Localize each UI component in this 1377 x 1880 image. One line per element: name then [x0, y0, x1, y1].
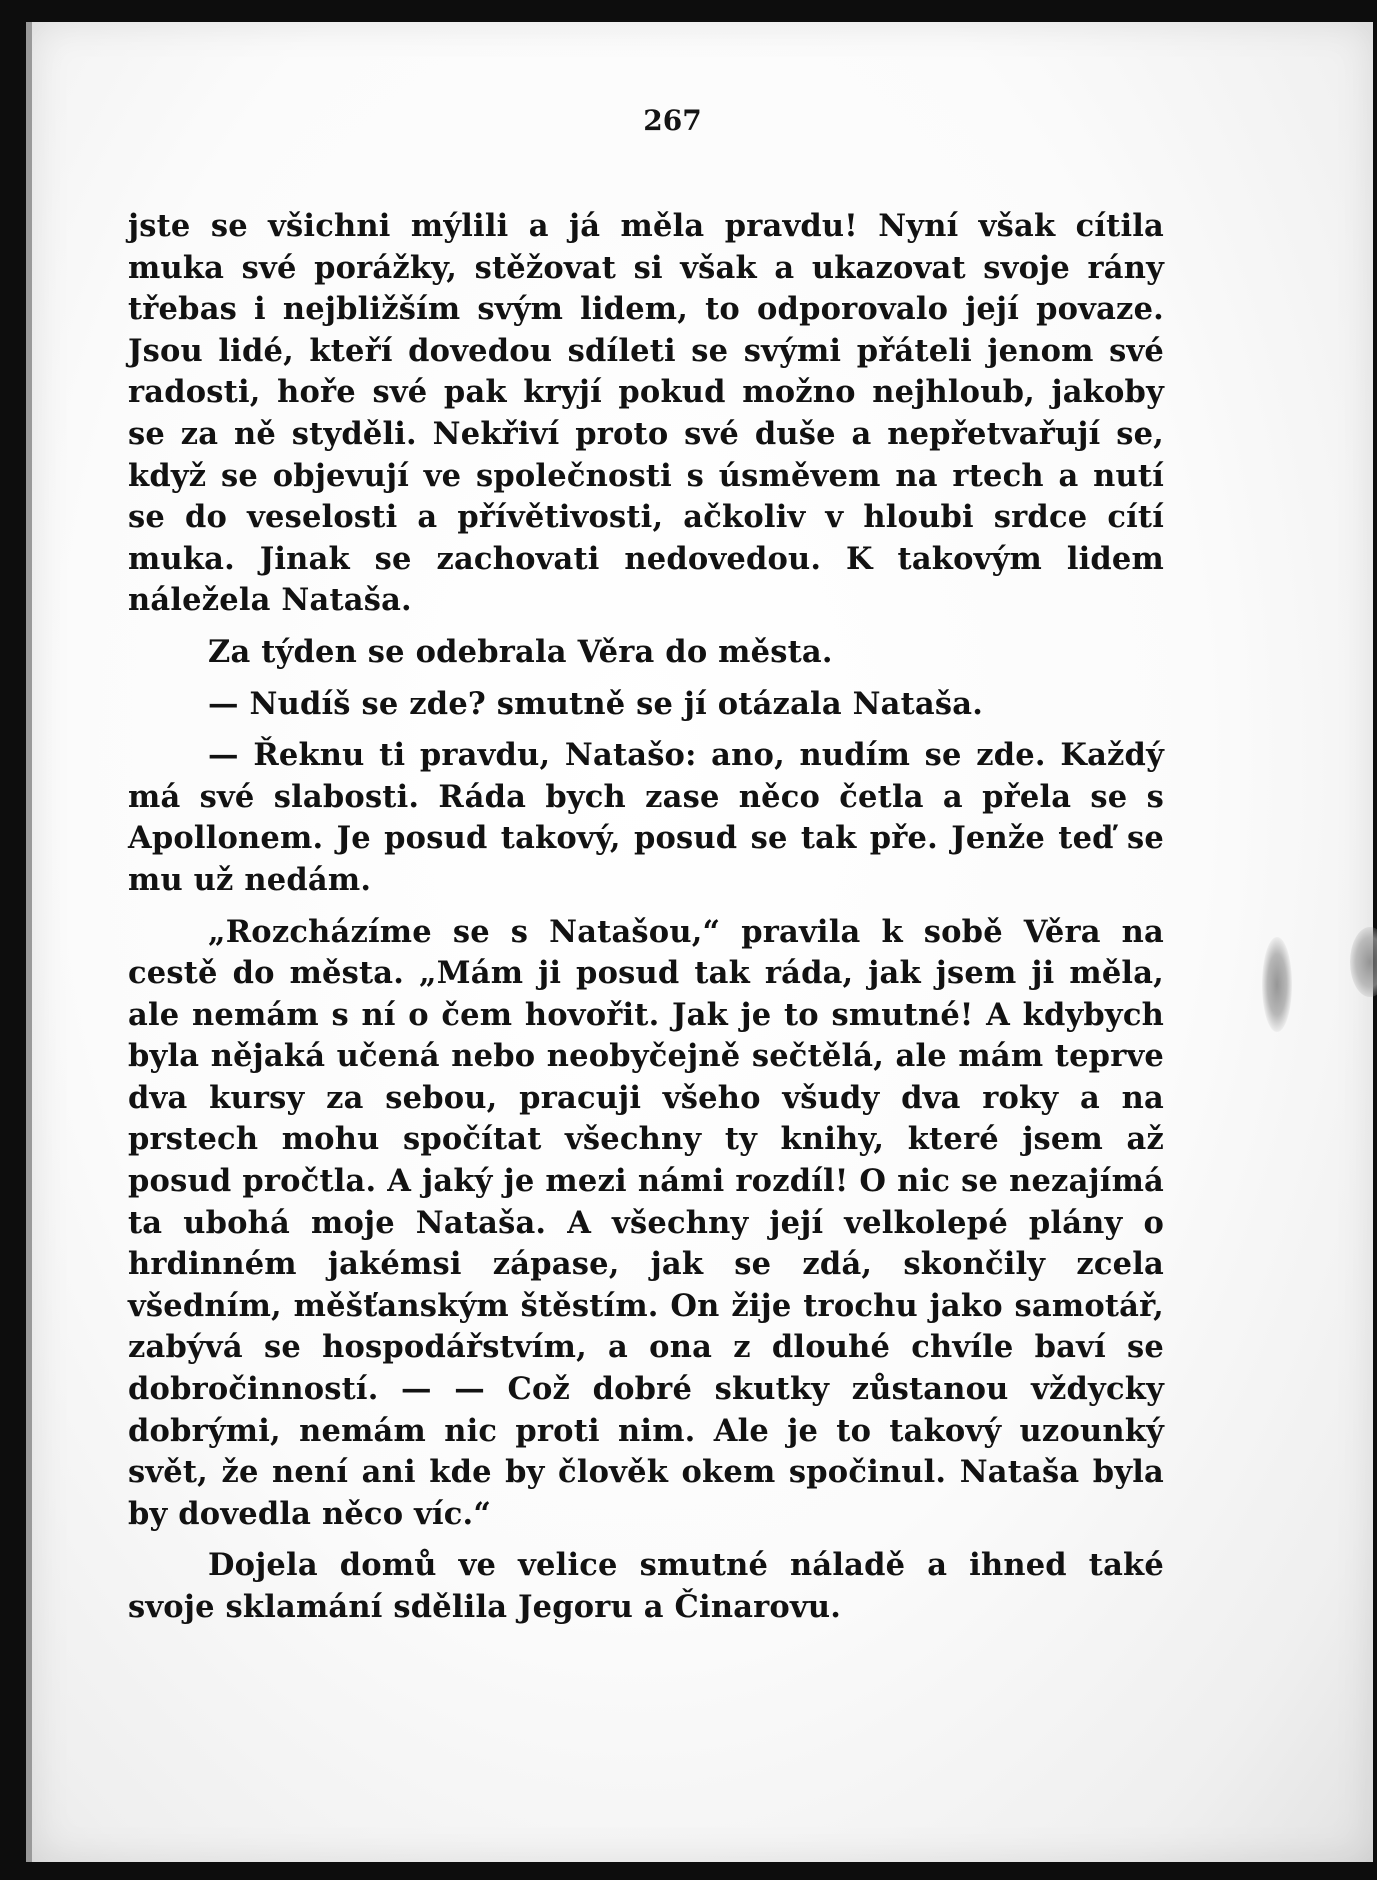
- paragraph-6: Dojela domů ve velice smutné náladě a ihned také svoje sklamání sdělila Jegoru a Činarovu.: [128, 1547, 1164, 1625]
- body-text: [128, 206, 1164, 1639]
- paragraph-4: — Řeknu ti pravdu, Natašo: ano, nudím se zde. Každý má své slabosti. Ráda bych zase něco četla a přela se s Apollonem. Je posud takový, posud se tak pře. Jenže teď se mu už nedám.: [128, 737, 1164, 898]
- book-page: [26, 22, 1373, 1862]
- ink-smudge: [1262, 937, 1292, 1032]
- paragraph-5: „Rozcházíme se s Natašou,“ pravila k sobě Věra na cestě do města. „Mám ji posud tak ráda, jak jsem ji měla, ale nemám s ní o čem hovořit. Jak je to smutné! A kdybych byla nějaká učená nebo neobyčejně sečtělá, ale mám teprve dva kursy za sebou, pracuji všeho všudy dva roky a na prstech mohu spočítat všechny ty knihy, které jsem až posud pročtla. A jaký je mezi námi rozdíl! O nic se nezajímá ta ubohá moje Nataša. A všechny její velkolepé plány o hrdinném jakémsi zápase, jak se zdá, skončily zcela všedním, měšťanským štěstím. On žije trochu jako samotář, zabývá se hospodářstvím, a ona z dlouhé chvíle baví se dobročinností. — — Což dobré skutky zůstanou vždycky dobrými, nemám nic proti nim. Ale je to takový uzounký svět, že není ani kde by člověk okem spočinul. Nataša byla by dovedla něco víc.“: [128, 913, 1164, 1532]
- paragraph-1: jste se všichni mýlili a já měla pravdu! Nyní však cítila muka své porážky, stěžovat si však a ukazovat svoje rány třebas i nejbližším svým lidem, to odporovalo její povaze. Jsou lidé, kteří dovedou sdíleti se svými přáteli jenom své radosti, hoře své pak kryjí pokud možno nejhloub, jakoby se za ně styděli. Nekřiví proto své duše a nepřetvařují se, když se objevují ve společnosti s úsměvem na rtech a nutí se do veselosti a přívětivosti, ačkoliv v hloubi srdce cítí muka. Jinak se zachovati nedovedou. K takovým lidem náležela Nataša.: [128, 208, 1164, 619]
- paragraph-2: Za týden se odebrala Věra do města.: [208, 633, 833, 670]
- page-number: 267: [643, 104, 702, 137]
- ink-smudge-edge: [1350, 927, 1377, 997]
- paragraph-3: — Nudíš se zde? smutně se jí otázala Nataša.: [208, 685, 984, 722]
